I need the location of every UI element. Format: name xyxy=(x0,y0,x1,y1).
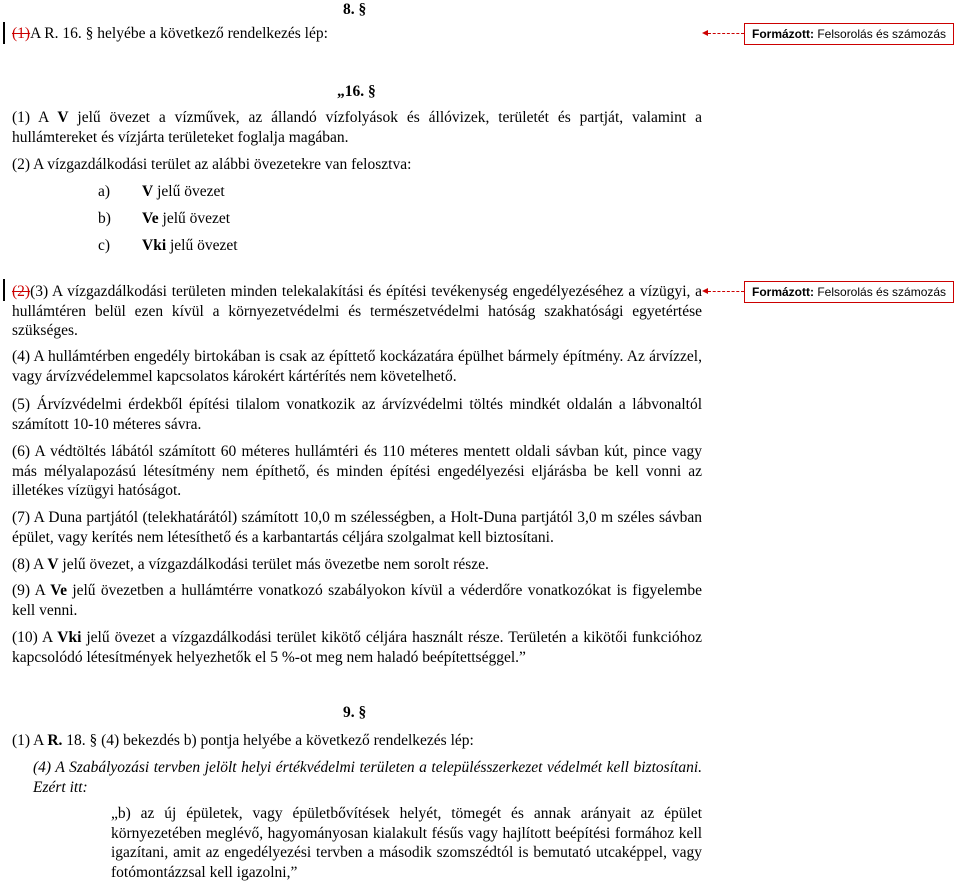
intro-paragraph xyxy=(12,24,328,44)
balloon-label: Formázott: xyxy=(752,27,814,41)
text-run: jelű övezet, a vízgazdálkodási terület más övezetbe nem sorolt része. xyxy=(58,556,489,573)
paragraph-2: (2) A vízgazdálkodási terület az alábbi övezetekre van felosztva: xyxy=(12,156,412,173)
text-run: (3) A vízgazdálkodási területen minden telekalakítási és építési tevékenység engedélyezéséhez a vízügyi, a hullámtéren belül ezen kívül a környezetvédelmi és természetvédelmi hatóság szakhatósági egyetértése szükséges. xyxy=(12,283,702,339)
balloon-connector xyxy=(708,291,744,292)
paragraph-11 xyxy=(12,731,474,751)
paragraph-13: „b) az új épületek, vagy épületbővítések helyét, tömegét és annak arányait az épület környezetében meglévő, hagyományosan kialakult fésűs vagy hajlított beépítési formához kell igazítani, amit az engedélyezési tervben a második szomszédtól is bemutató utcaképpel, vagy fotómontázzsal kell igazolni,” xyxy=(111,805,702,881)
zone-code: Ve xyxy=(50,582,67,599)
section-16-title: „16. § xyxy=(337,83,376,100)
format-comment-balloon[interactable] xyxy=(744,281,954,303)
paragraph-5: (5) Árvízvédelmi érdekből építési tilalom vonatkozik az árvízvédelmi töltés mindkét oldalán a lábvonaltól számított 10-10 méteres sávra. xyxy=(12,396,702,433)
list-item xyxy=(98,209,230,229)
zone-code: Ve xyxy=(142,210,159,227)
list-text: jelű övezet xyxy=(158,210,231,227)
paragraph-12: (4) A Szabályozási tervben jelölt helyi értékvédelmi területen a településszerkezet védelmét kell biztosítani. Ezért itt: xyxy=(33,759,702,796)
section-8-title: 8. § xyxy=(343,1,367,18)
balloon-label: Formázott: xyxy=(752,285,814,299)
text-run: jelű övezetben a hullámtérre vonatkozó szabályokon kívül a véderdőre vonatkozókat is figyelembe kell venni. xyxy=(12,582,702,619)
arrow-left-icon xyxy=(702,288,708,294)
paragraph-7: (7) A Duna partjától (telekhatárától) számított 10,0 m szélességben, a Holt-Duna partjától 3,0 m széles sávban épület, vagy kerítés nem létesíthető és a karbantartás céljára szolgalmat kell biztosítani. xyxy=(12,509,702,546)
paragraph-10 xyxy=(12,628,702,667)
list-item xyxy=(98,236,238,256)
section-9-title: 9. § xyxy=(343,704,367,721)
list-item xyxy=(98,182,225,202)
paragraph-4: (4) A hullámtérben engedély birtokában is csak az építtető kockázatára épülhet bármely építmény. Az árvízzel, vagy árvízvédelemmel kapcsolatos károkért kártérítés nem követelhető. xyxy=(12,348,702,385)
text-run: (1) A xyxy=(12,732,48,749)
text-run: (9) A xyxy=(12,582,51,599)
change-bar xyxy=(3,279,5,301)
arrow-left-icon xyxy=(702,30,708,36)
zone-code: Vki xyxy=(142,237,167,254)
list-text: jelű övezet xyxy=(166,237,238,254)
zone-code: Vki xyxy=(57,629,82,646)
zone-code: V xyxy=(57,109,69,126)
balloon-value: Felsorolás és számozás xyxy=(817,285,947,299)
paragraph-1 xyxy=(12,108,702,147)
paragraph-9 xyxy=(12,581,702,620)
format-comment-balloon[interactable] xyxy=(744,23,954,45)
intro-text: A R. 16. § helyébe a következő rendelkezés lép: xyxy=(30,25,328,42)
zone-code: V xyxy=(142,183,154,200)
paragraph-8 xyxy=(12,555,702,575)
text-run: (8) A xyxy=(12,556,48,573)
list-label: c) xyxy=(98,237,111,254)
balloon-value: Felsorolás és számozás xyxy=(817,27,947,41)
balloon-connector xyxy=(708,33,744,34)
paragraph-3 xyxy=(12,282,702,341)
text-run: (1) A xyxy=(12,109,58,126)
text-run: (10) A xyxy=(12,629,58,646)
list-text: jelű övezet xyxy=(153,183,225,200)
paragraph-6: (6) A védtöltés lábától számított 60 méteres hullámtéri és 110 méteres mentett oldali sávban kút, pince vagy más mélyalapozású létesítmény nem építhető, és minden építési engedélyezési eljárásba be kell vonni az illetékes vízügyi hatóságot. xyxy=(12,443,702,499)
deleted-number: (2) xyxy=(12,283,31,300)
change-bar xyxy=(3,22,5,44)
deleted-number: (1) xyxy=(12,25,31,42)
zone-code: V xyxy=(47,556,59,573)
regulation-ref: R. xyxy=(47,732,63,749)
text-run: jelű övezet a vízgazdálkodási terület kikötő céljára használt része. Területén a kikötői funkcióhoz kapcsolódó létesítmények helyezhetők el 5 %-ot meg nem haladó beépítettséggel.” xyxy=(12,629,703,666)
list-label: a) xyxy=(98,183,111,200)
text-run: jelű övezet a vízművek, az állandó vízfolyások és állóvizek, területét és partját, valamint a hullámtereket és vízjárta területeket foglalja magában. xyxy=(12,109,703,146)
list-label: b) xyxy=(98,210,111,227)
text-run: 18. § (4) bekezdés b) pontja helyébe a következő rendelkezés lép: xyxy=(62,732,474,749)
